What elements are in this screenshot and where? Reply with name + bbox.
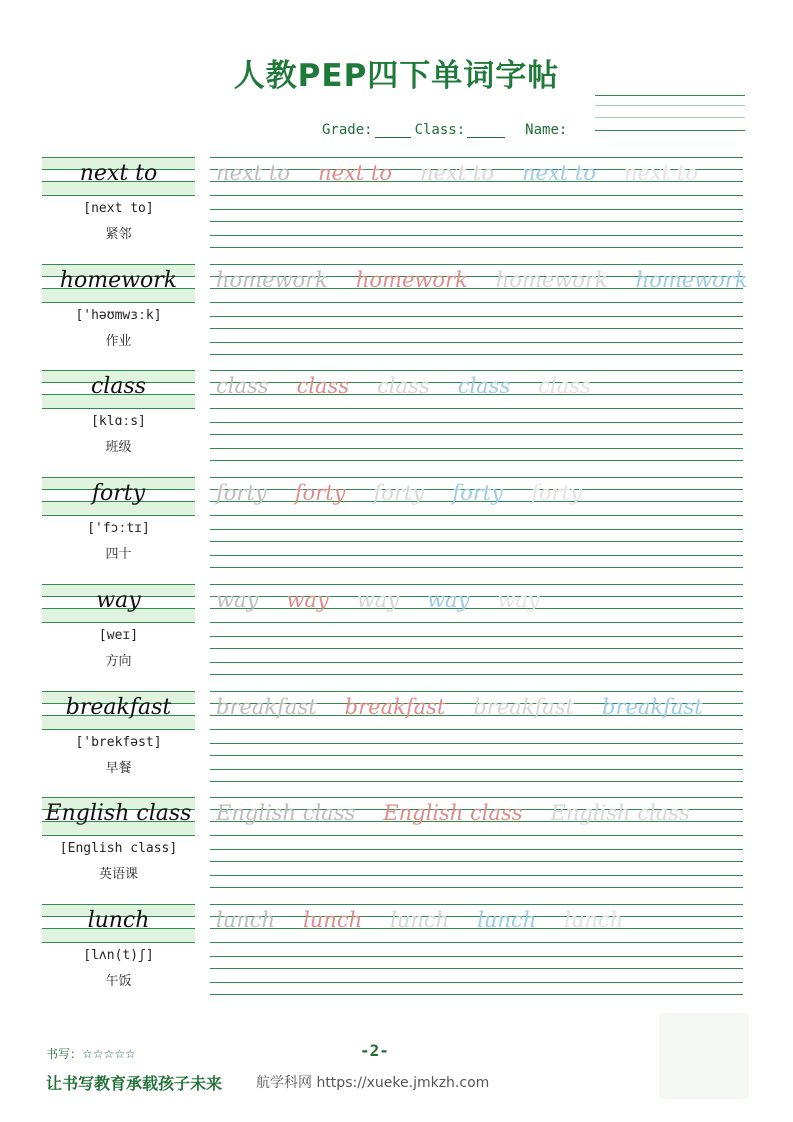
trace-word: next to — [420, 161, 494, 185]
trace-word: breakfast — [602, 695, 703, 719]
qr-code-area — [659, 1013, 749, 1099]
trace-row — [216, 268, 748, 298]
trace-word: lunch — [477, 908, 537, 932]
trace-row — [216, 695, 703, 725]
trace-word: breakfast — [473, 695, 575, 719]
trace-word: class — [457, 374, 511, 398]
trace-row — [216, 161, 698, 191]
trace-word: lunch — [216, 908, 276, 932]
trace-word: next to — [522, 161, 596, 185]
trace-word: next to — [318, 161, 392, 185]
footer-slogan: 让书写教育承载孩子未来 — [46, 1074, 223, 1093]
word-entry — [0, 370, 793, 460]
word-text: breakfast — [65, 695, 172, 720]
trace-word: English class — [216, 801, 356, 825]
word-entry — [0, 584, 793, 674]
word-meaning: 早餐 — [105, 761, 132, 776]
page-number: -2- — [360, 1041, 389, 1060]
word-phonetic: [lʌn(t)ʃ] — [83, 948, 154, 963]
grade-blank[interactable] — [375, 123, 411, 138]
trace-word: lunch — [303, 908, 363, 932]
word-phonetic: [klɑːs] — [91, 414, 146, 429]
trace-word: class — [216, 374, 269, 398]
word-text: English class — [45, 801, 192, 826]
word-text: homework — [59, 268, 178, 293]
word-box — [42, 797, 195, 839]
trace-word: English class — [383, 801, 523, 825]
name-lines[interactable] — [595, 95, 745, 135]
word-text: class — [90, 374, 147, 399]
trace-word: forty — [216, 481, 267, 505]
trace-word: forty — [373, 481, 425, 505]
trace-word: breakfast — [344, 695, 446, 719]
trace-word: way — [286, 588, 329, 612]
word-phonetic: [English class] — [59, 841, 178, 856]
trace-word: homework — [216, 268, 328, 292]
practice-lines[interactable] — [210, 264, 748, 356]
practice-lines[interactable] — [210, 691, 743, 783]
trace-row — [216, 908, 623, 938]
trace-word: homework — [355, 268, 468, 292]
word-text: lunch — [87, 908, 150, 933]
trace-word: class — [538, 374, 591, 398]
word-meaning: 班级 — [105, 440, 132, 455]
trace-word: homework — [635, 268, 748, 292]
trace-word: homework — [495, 268, 608, 292]
word-phonetic: ['brekfəst] — [75, 735, 162, 750]
practice-lines[interactable] — [210, 584, 743, 676]
trace-word: way — [356, 588, 400, 612]
trace-word: forty — [452, 481, 504, 505]
class-label: Class: — [414, 122, 466, 138]
word-meaning: 紧邻 — [105, 227, 132, 242]
word-phonetic: [weɪ] — [98, 628, 139, 643]
word-entry — [0, 477, 793, 567]
student-info-row — [322, 118, 567, 138]
word-box — [42, 370, 195, 412]
trace-row — [216, 374, 591, 404]
word-phonetic: ['həʊmwɜːk] — [75, 308, 162, 323]
word-entry — [0, 904, 793, 994]
writing-rating: 书写：☆☆☆☆☆ — [46, 1047, 136, 1061]
trace-word: English class — [550, 801, 690, 825]
trace-word: forty — [294, 481, 346, 505]
trace-word: next to — [624, 161, 698, 185]
practice-lines[interactable] — [210, 477, 743, 569]
trace-word: forty — [531, 481, 582, 505]
trace-word: way — [497, 588, 540, 612]
word-entry — [0, 264, 793, 354]
word-meaning: 四十 — [105, 547, 132, 562]
word-box — [42, 477, 195, 519]
trace-word: class — [377, 374, 430, 398]
trace-row — [216, 481, 582, 511]
grade-label: Grade: — [322, 122, 373, 138]
word-box — [42, 584, 195, 626]
trace-word: lunch — [390, 908, 450, 932]
trace-row — [216, 588, 540, 618]
practice-lines[interactable] — [210, 797, 743, 889]
word-entry — [0, 797, 793, 887]
class-blank[interactable] — [467, 123, 505, 138]
name-label: Name: — [525, 122, 568, 138]
trace-word: lunch — [564, 908, 624, 932]
trace-word: way — [216, 588, 259, 612]
footer-source: 航学科网 https://xueke.jmkzh.com — [256, 1075, 490, 1091]
word-entry — [0, 691, 793, 781]
word-box — [42, 157, 195, 199]
word-phonetic: ['fɔːtɪ] — [87, 521, 150, 536]
word-text: forty — [91, 481, 146, 506]
word-meaning: 午饭 — [105, 974, 132, 989]
trace-word: next to — [216, 161, 290, 185]
trace-row — [216, 801, 690, 831]
page-title: 人教PEP四下单词字帖 — [233, 58, 560, 94]
practice-lines[interactable] — [210, 370, 743, 462]
word-text: way — [96, 588, 141, 613]
word-meaning: 作业 — [105, 334, 132, 349]
word-meaning: 方向 — [105, 654, 132, 669]
trace-word: class — [296, 374, 350, 398]
word-phonetic: [next to] — [83, 201, 154, 216]
practice-lines[interactable] — [210, 904, 743, 996]
word-entry — [0, 157, 793, 247]
word-text: next to — [79, 161, 158, 186]
word-box — [42, 691, 195, 733]
trace-word: way — [427, 588, 470, 612]
word-meaning: 英语课 — [98, 867, 138, 882]
word-box — [42, 904, 195, 946]
word-box — [42, 264, 195, 306]
trace-word: breakfast — [216, 695, 317, 719]
practice-lines[interactable] — [210, 157, 743, 249]
